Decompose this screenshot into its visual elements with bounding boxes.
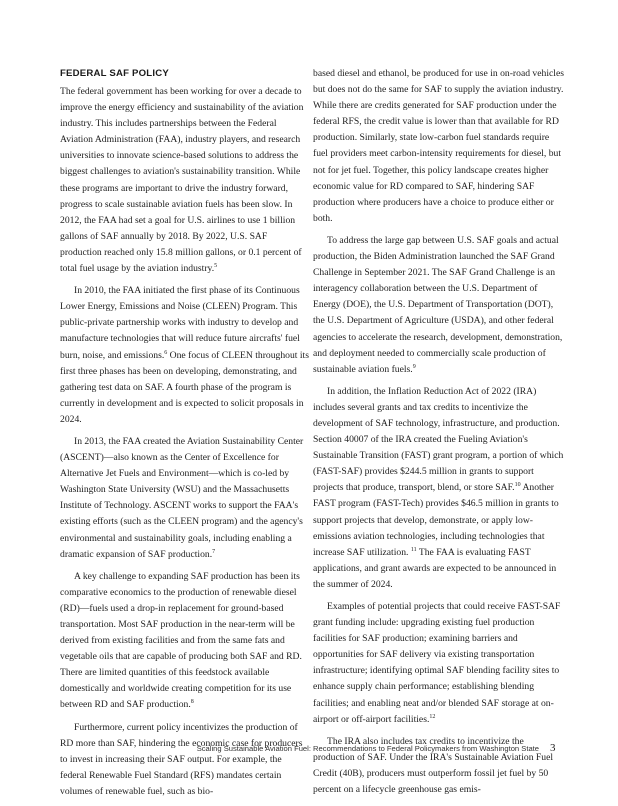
paragraph: In 2010, the FAA initiated the first phase of its Continuous Lower Energy, Emissions and Noise (CLEEN) Program. This public-private partnership works with industry to develop and manufacture technologies that will reduce future aircrafts' fuel burn, noise, and emissions.$^6$ One focus of CLEEN throughout its first three phases has been on developing, demonstrating, and gathering test data on SAF. A fourth phase of the program is currently in development and is expected to solicit proposals in 2024.	[60, 285, 309, 425]
right-column	[313, 66, 565, 804]
footer-title: Scaling Sustainable Aviation Fuel: Recommendations to Federal Policymakers from Washington State	[196, 744, 539, 753]
paragraph: Furthermore, current policy incentivizes the production of RD more than SAF, hindering the economic case for producers to invest in increasing their SAF output. For example, the federal Renewable Fuel Standard (RFS) mandates certain volumes of renewable fuel, such as bio-	[60, 721, 303, 797]
paragraph: A key challenge to expanding SAF production has been its comparative economics to the production of renewable diesel (RD)—fuels used a drop-in replacement for ground-based transportation. Most SAF production in the near-term will be derived from existing facilities and from the same fats and vegetable oils that are capable of producing both SAF and RD. There are limited quantities of this feedstock available domestically and worldwide creating competition for its use between RD and SAF production.$^8$	[60, 570, 302, 711]
left-column	[60, 66, 310, 806]
paragraph: The IRA also includes tax credits to incentivize the production of SAF. Under the IRA's Sustainable Aviation Fuel Credit (40B), producers must outperform fossil jet fuel by 50 percent on a lifecycle greenhouse gas emis-	[313, 735, 554, 796]
footnote-ref: 5	[214, 263, 218, 270]
paragraph: Examples of potential projects that could receive FAST-SAF grant funding include: upgrading existing fuel production facilities for SAF production; examining barriers and opportunities for SAF delivery via existing transportation infrastructure; identifying optimal SAF blending facility sites to enhance supply chain performance; establishing blending facilities; and enabling neat and/or blended SAF storage at on-airport or off-airport facilities.$^{12}$	[313, 601, 561, 725]
footnote-ref: 12	[429, 713, 436, 720]
paragraph: based diesel and ethanol, be produced for use in on-road vehicles but does not do the same for SAF to supply the aviation industry. While there are credits generated for SAF production under the federal RFS, the credit value is lower than that available for RD production. Similarly, state low-carbon fuel standards require fuel providers meet carbon-intensity requirements for diesel, but not for jet fuel. Together, this policy landscape creates higher economic value for RD compared to SAF, hindering SAF production where producers have a choice to produce either or both.	[313, 68, 564, 224]
paragraph: In 2013, the FAA created the Aviation Sustainability Center (ASCENT)—also known as the Center of Excellence for Alternative Jet Fuels and Environment—which is co-led by Washington State University (WSU) and the Massachusetts Institute of Technology. ASCENT works to support the FAA's existing efforts (such as the CLEEN program) and the agency's environmental and sustainability goals, including enabling a dramatic expansion of SAF production.$^7$	[60, 435, 304, 560]
paragraph: In addition, the Inflation Reduction Act of 2022 (IRA) includes several grants and tax credits to incentivize the development of SAF technology, infrastructure, and production. Section 40007 of the IRA created the Fueling Aviation's Sustainable Transition (FAST) grant program, a portion of which (FAST-SAF) provides $244.5 million in grants to support projects that produce, transport, blend, or store SAF.$^{10}$ Another FAST program (FAST-Tech) provides $46.5 million in grants to support projects that develop, demonstrate, or apply low-emissions aviation technologies, including technologies that increase SAF utilization. $^{11}$ The FAA is evaluating FAST applications, and grant awards are expected to be announced in the summer of 2024.	[313, 385, 564, 590]
footnote-ref: 8	[190, 699, 194, 706]
page-number: 3	[550, 742, 556, 754]
footnote-ref: 6	[164, 349, 168, 356]
section-heading: FEDERAL SAF POLICY	[60, 68, 169, 79]
footnote-ref: 11	[410, 546, 417, 553]
footnote-ref: 9	[412, 363, 416, 370]
footnote-ref: 10	[514, 482, 521, 489]
paragraph: To address the large gap between U.S. SAF goals and actual production, the Biden Administration launched the SAF Grand Challenge in September 2021. The SAF Grand Challenge is an interagency collaboration between the U.S. Department of Energy (DOE), the U.S. Department of Transportation (DOT), the U.S. Department of Agriculture (USDA), and other federal agencies to accelerate the research, development, demonstration, and deployment needed to commercially scale production of sustainable aviation fuels.$^9$	[313, 234, 563, 375]
footnote-ref: 7	[212, 548, 216, 555]
paragraph: The federal government has been working for over a decade to improve the energy efficiency and sustainability of the aviation industry. This includes partnerships between the Federal Aviation Administration (FAA), industry players, and research universities to innovate science-based solutions to address the biggest challenges to aviation's sustainability transition. While these programs are important to drive the industry forward, progress to scale sustainable aviation fuels has been slow. In 2012, the FAA had set a goal for U.S. airlines to use 1 billion gallons of SAF annually by 2018. By 2022, U.S. SAF production reached only 15.8 million gallons, or 0.1 percent of total fuel usage by the aviation industry.$^5$	[60, 86, 304, 275]
